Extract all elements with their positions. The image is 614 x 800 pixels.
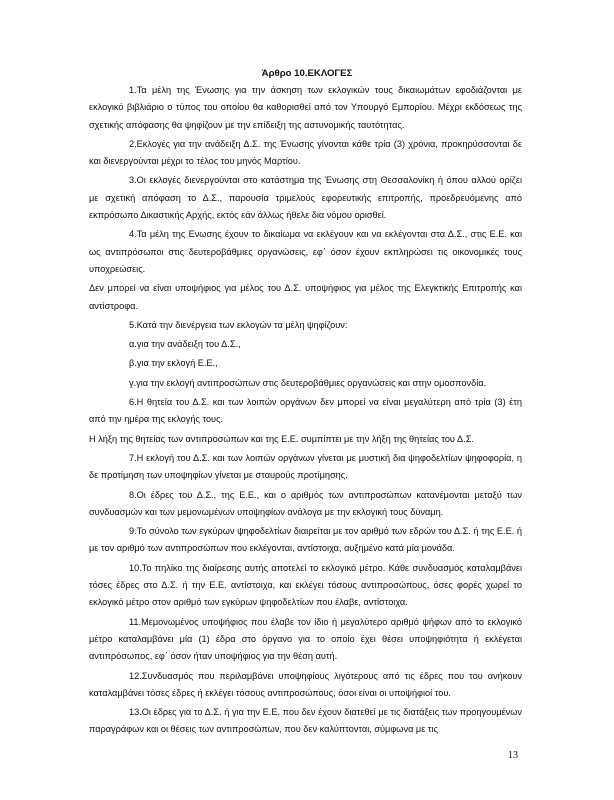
- paragraph-6: 6.Η θητεία του Δ.Σ. και των λοιπών οργάνων δεν μπορεί να είναι μεγαλύτερη από τρία (3) έτη από την ημέρα της εκλογής τους.: [89, 397, 522, 425]
- list-item-c: γ.για την εκλογή αντιπροσώπων στις δευτεροβάθμιες οργανώσεις και στην ομοσπονδία.: [129, 377, 487, 388]
- list-item-b: β.για την εκλογή Ε.Ε.,: [129, 358, 218, 369]
- paragraph-2: 2.Εκλογές για την ανάδειξη Δ.Σ. της Ένωσης γίνονται κάθε τρία (3) χρόνια, προκηρύσσονται δε και διενεργούνται μέχρι το τέλος του μηνός Μαρτίου.: [89, 138, 522, 167]
- article-title: Άρθρο 10.ΕΚΛΟΓΕΣ: [261, 68, 353, 79]
- list-item-a: α.για την ανάδειξη του Δ.Σ.,: [129, 339, 241, 350]
- paragraph-1: 1.Τα μέλη της Ένωσης για την άσκηση των εκλογικών τους δικαιωμάτων εφοδιάζονται με εκλογικό βιβλιάριο ο τύπος του οποίου θα καθορισθεί από τον Υπουργό Εμπορίου. Μέχρι εκδόσεως της σχετικής απόφασης θα ψηφίζουν με την επίδειξη της αστυνομικής ταυτότητας.: [89, 85, 522, 130]
- paragraph-6-note: Η λήξη της θητείας των αντιπροσώπων και της Ε.Ε. συμπίπτει με την λήξη της θητείας του Δ.Σ.: [89, 433, 474, 444]
- paragraph-10: 10.Το πηλίκο της διαίρεσης αυτής αποτελεί το εκλογικό μέτρο. Κάθε συνδυασμός καταλαμβάνει τόσες έδρες στο Δ.Σ. ή την Ε.Ε. αντίστοιχα, και εκλέγει τόσους αντιπροσώπους, όσες φορές χωρεί το εκλογικό μέτρο στον αριθμό των εγκύρων ψηφοδελτίων που έλαβε, αντίστοιχα.: [89, 562, 522, 608]
- paragraph-4-note: Δεν μπορεί να είναι υποψήφιος για μέλος του Δ.Σ. υποψήφιος για μέλος της Ελεγκτικής Επιτροπής και αντίστροφα.: [89, 283, 522, 311]
- page-number: 13: [508, 750, 518, 761]
- article-body: [89, 82, 522, 741]
- paragraph-7: 7.Η εκλογή του Δ.Σ. και των λοιπών οργάνων γίνεται με μυστική δια ψηφοδελτίων ψηφοφορία, η δε προτίμηση των υποψηφίων γίνεται με σταυρούς προτίμησης.: [89, 452, 522, 481]
- paragraph-11: 11.Μεμονωμένος υποψήφιος που έλαβε τον ίδιο ή μεγαλύτερο αριθμό ψήφων από το εκλογικό μέτρο καταλαμβάνει μία (1) έδρα στο όργανο για το οποίο έχει θέσει υποψηφιότητα ή εκλέγεται αντιπρόσωπος, εφ΄ όσον ήταν υποψήφιος για την θέση αυτή.: [89, 616, 522, 662]
- paragraph-12: 12.Συνδυασμός που περιλαμβάνει υποψηφίους λιγότερους από τις έδρες που του ανήκουν καταλαμβάνει τόσες έδρες ή εκλέγει τόσους αντιπροσώπους, όσοι είναι οι υποψήφιοί του.: [89, 670, 522, 698]
- paragraph-5: 5.Κατά την διενέργεια των εκλογών τα μέλη ψηφίζουν:: [129, 319, 348, 330]
- paragraph-4: 4.Τα μέλη της Ενωσης έχουν το δικαίωμα να εκλέγουν και να εκλέγονται στα Δ.Σ., στις Ε.Ε. και ως αντιπρόσωποι στις δευτεροβάθμιες οργανώσεις, εφ΄ όσον έχουν εκπληρώσει τις οικονομικές τους υποχρεώσεις.: [89, 229, 522, 274]
- paragraph-9: 9.Το σύνολο των εγκύρων ψηφοδελτίων διαιρείται με τον αριθμό των εδρών του Δ.Σ. ή της Ε.Ε. ή με τον αριθμό των αντιπροσώπων που εκλέγονται, αντίστοιχα, αυξημένο κατά μία μονάδα.: [89, 526, 522, 554]
- paragraph-3: 3.Οι εκλογές διενεργούνται στο κατάστημα της Ένωσης στη Θεσσαλονίκη ή όπου αλλού ορίζει με σχετική απόφαση το Δ.Σ., παρουσία τριμελούς εφορευτικής επιτροπής, προεδρευόμενης από εκπρόσωπο Δικαστικής Αρχής, εκτός εάν άλλως ήθελε δια νόμου ορισθεί.: [89, 175, 522, 221]
- paragraph-8: 8.Οι έδρες του Δ.Σ., της Ε.Ε., και ο αριθμός των αντιπροσώπων κατανέμονται μεταξύ των συνδυασμών και των μεμονωμένων υποψηφίων ανάλογα με την εκλογική τους δύναμη.: [89, 489, 522, 517]
- paragraph-13: 13.Οι έδρες για το Δ.Σ. ή για την Ε.Ε. που δεν έχουν διατεθεί με τις διατάξεις των προηγουμένων παραγράφων και οι θέσεις των αντιπροσώπων, που δεν καλύπτονται, σύμφωνα με τις: [89, 707, 522, 735]
